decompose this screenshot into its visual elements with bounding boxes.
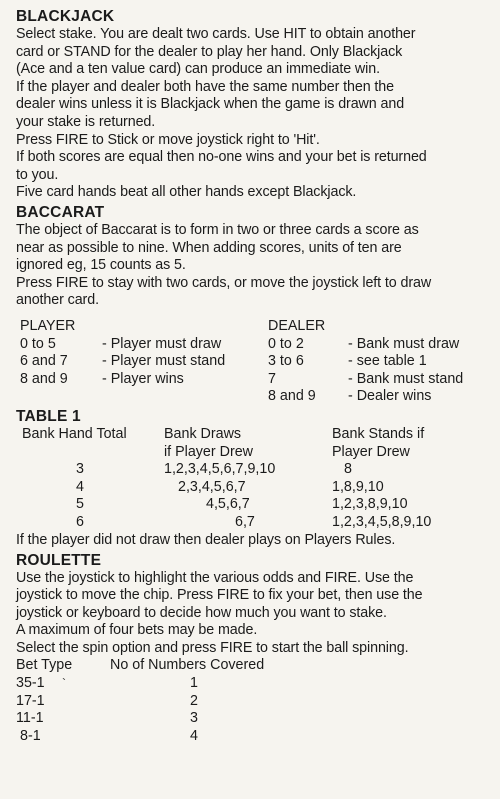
blackjack-line: Select stake. You are dealt two cards. Use HIT to obtain another [16, 26, 416, 42]
dealer-score: 7 [268, 370, 276, 387]
table1-stands: 1,8,9,10 [332, 478, 384, 495]
dealer-rule: - Dealer wins [348, 388, 432, 405]
baccarat-line: ignored eg, 15 counts as 5. [16, 257, 186, 274]
table1-total: 3 [76, 461, 84, 478]
dealer-label: DEALER [268, 317, 326, 334]
table1-header-total: Bank Hand Total [22, 425, 127, 442]
blackjack-line: If the player and dealer both have the same number then the [16, 78, 394, 95]
bet-type: 17-1 [16, 692, 45, 709]
roulette-line: joystick to move the chip. Press FIRE to fix your bet, then use the [16, 587, 423, 604]
baccarat-heading: BACCARAT [16, 203, 105, 221]
blackjack-line: dealer wins unless it is Blackjack when the game is drawn and [16, 96, 405, 113]
table1-stands: 1,2,3,4,5,8,9,10 [332, 513, 432, 530]
player-rule: - Player must stand [102, 353, 226, 370]
player-rule: - Player must draw [102, 335, 222, 352]
baccarat-line: another card. [16, 292, 99, 309]
baccarat-rules [16, 317, 486, 405]
player-score: 8 and 9 [20, 370, 68, 387]
table1-total: 6 [76, 513, 84, 530]
player-score-column [20, 318, 75, 388]
table1-header-stands: Bank Stands if [332, 425, 425, 442]
roulette-heading: ROULETTE [16, 551, 102, 569]
bet-table [16, 657, 486, 749]
roulette-text [16, 570, 486, 658]
roulette-line: A maximum of four bets may be made. [16, 622, 258, 639]
table1-col-stands [332, 426, 431, 532]
blackjack-line: (Ace and a ten value card) can produce an immediate win. [16, 61, 380, 78]
dealer-rule: - Bank must stand [348, 370, 464, 387]
dealer-rule-column [348, 318, 463, 406]
dealer-score: 3 to 6 [268, 353, 304, 370]
blackjack-line: card or STAND for the dealer to play her hand. Only Blackjack [16, 43, 403, 60]
numbers-covered: 2 [190, 692, 198, 709]
numbers-covered: 1 [190, 675, 198, 692]
dealer-rule: - see table 1 [348, 353, 427, 370]
dealer-score: 8 and 9 [268, 388, 316, 405]
table1-header-draws-2: if Player Drew [164, 443, 253, 460]
blackjack-line: Press FIRE to Stick or move joystick right to 'Hit'. [16, 131, 320, 148]
bet-type: 35-1 [16, 675, 45, 692]
roulette-line: Use the joystick to highlight the various odds and FIRE. Use the [16, 569, 414, 586]
player-rule-column [102, 318, 225, 388]
table1-heading: TABLE 1 [16, 407, 81, 425]
numbers-covered: 3 [190, 710, 198, 727]
table1-draws: 4,5,6,7 [206, 496, 250, 513]
bet-type: 11-1 [16, 710, 44, 727]
table1-total: 5 [76, 496, 84, 513]
player-score: 0 to 5 [20, 335, 56, 352]
spacer [16, 310, 486, 318]
dealer-score: 0 to 2 [268, 335, 304, 352]
blackjack-line: your stake is returned. [16, 113, 156, 130]
table1-draws: 2,3,4,5,6,7 [178, 478, 246, 495]
roulette-line: joystick or keyboard to decide how much you want to stake. [16, 604, 387, 621]
table1-col-draws [164, 426, 275, 532]
table1-header-stands-2: Player Drew [332, 443, 410, 460]
blackjack-line: to you. [16, 166, 59, 183]
roulette-line: Select the spin option and press FIRE to start the ball spinning. [16, 639, 409, 656]
table1-stands: 8 [344, 461, 352, 478]
numbers-column [110, 657, 264, 745]
table1-draws: 1,2,3,4,5,6,7,9,10 [164, 461, 276, 478]
table1-draws: 6,7 [235, 513, 255, 530]
player-score: 6 and 7 [20, 353, 68, 370]
print-mark: ` [62, 676, 66, 691]
table1-col-total [22, 426, 127, 532]
baccarat-text [16, 222, 486, 310]
table1-footnote: If the player did not draw then dealer plays on Players Rules. [16, 531, 396, 548]
player-rule: - Player wins [102, 370, 184, 387]
blackjack-heading: BLACKJACK [16, 8, 115, 25]
blackjack-line: Five card hands beat all other hands except Blackjack. [16, 184, 357, 201]
player-label: PLAYER [20, 317, 76, 334]
table1-total: 4 [76, 478, 84, 495]
bet-type-column [16, 657, 72, 745]
baccarat-line: The object of Baccarat is to form in two or three cards a score as [16, 221, 419, 238]
table1-stands: 1,2,3,8,9,10 [332, 496, 408, 513]
bet-type: 8-1 [20, 727, 41, 744]
table1-header-draws: Bank Draws [164, 425, 242, 442]
dealer-score-column [268, 318, 325, 406]
dealer-rule: - Bank must draw [348, 335, 460, 352]
blackjack-text [16, 26, 486, 202]
blackjack-line: If both scores are equal then no-one wins and your bet is returned [16, 149, 427, 166]
baccarat-line: near as possible to nine. When adding scores, units of ten are [16, 239, 402, 256]
numbers-header: No of Numbers Covered [110, 657, 265, 674]
numbers-covered: 4 [190, 727, 198, 744]
baccarat-line: Press FIRE to stay with two cards, or move the joystick left to draw [16, 274, 432, 291]
table1 [16, 426, 486, 566]
bet-type-header: Bet Type [16, 657, 73, 674]
